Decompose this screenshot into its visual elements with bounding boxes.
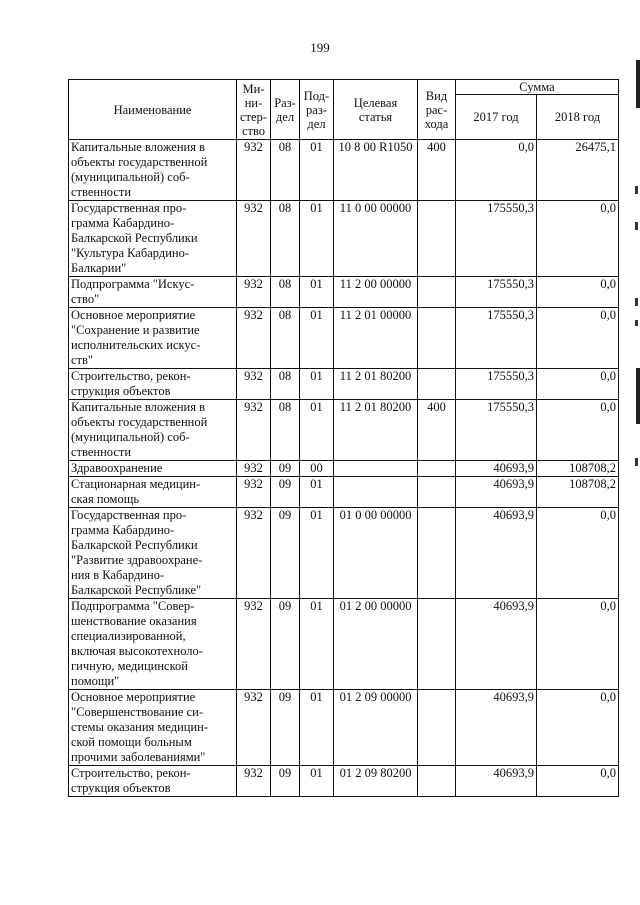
table-row [69,508,619,599]
header-year-2018: 2018 год [537,95,619,140]
table-row [69,461,619,477]
row-target: 11 2 01 80200 [334,400,418,461]
row-sum-2018: 0,0 [537,369,619,400]
row-sum-2017: 40693,9 [456,477,537,508]
table-row [69,308,619,369]
table-row [69,766,619,797]
row-subsection: 00 [300,461,334,477]
page-number: 199 [310,40,330,55]
row-subsection: 01 [300,201,334,277]
row-subsection: 01 [300,369,334,400]
table-row [69,369,619,400]
row-sum-2017: 175550,3 [456,308,537,369]
row-sum-2018: 0,0 [537,400,619,461]
row-target: 11 2 01 00000 [334,308,418,369]
table-row [69,477,619,508]
header-subsection: Под- раз- дел [300,80,334,140]
row-ministry: 932 [237,308,271,369]
row-target [334,461,418,477]
row-sum-2017: 40693,9 [456,508,537,599]
row-sum-2017: 40693,9 [456,690,537,766]
row-expense-type [418,508,456,599]
row-section: 09 [271,508,300,599]
row-name: Основное мероприятие "Совершенствование си- стемы оказания медицин- ской помощи больным прочими заболеваниями" [69,690,237,766]
scan-edge-dot [635,320,638,326]
row-target: 10 8 00 R1050 [334,140,418,201]
row-ministry: 932 [237,201,271,277]
row-subsection: 01 [300,277,334,308]
row-subsection: 01 [300,477,334,508]
row-sum-2017: 175550,3 [456,400,537,461]
row-sum-2017: 175550,3 [456,201,537,277]
row-subsection: 01 [300,766,334,797]
header-target: Целевая статья [334,80,418,140]
row-expense-type [418,599,456,690]
row-ministry: 932 [237,477,271,508]
row-sum-2018: 108708,2 [537,477,619,508]
row-name: Строительство, рекон- струкция объектов [69,369,237,400]
row-ministry: 932 [237,400,271,461]
table-row [69,599,619,690]
row-subsection: 01 [300,508,334,599]
row-expense-type: 400 [418,140,456,201]
row-section: 08 [271,369,300,400]
row-sum-2017: 0,0 [456,140,537,201]
row-ministry: 932 [237,599,271,690]
scan-edge-mark [636,368,640,424]
row-sum-2018: 0,0 [537,201,619,277]
table-row [69,277,619,308]
row-ministry: 932 [237,508,271,599]
table-row [69,400,619,461]
row-section: 08 [271,201,300,277]
row-sum-2018: 0,0 [537,599,619,690]
header-name: Наименование [69,80,237,140]
row-section: 08 [271,140,300,201]
row-sum-2017: 40693,9 [456,599,537,690]
row-target: 01 2 09 00000 [334,690,418,766]
row-section: 09 [271,477,300,508]
row-section: 09 [271,461,300,477]
scan-edge-dot [635,458,638,466]
row-expense-type [418,766,456,797]
row-expense-type [418,308,456,369]
row-expense-type [418,201,456,277]
scan-edge-dot [635,222,638,230]
row-name: Государственная про- грамма Кабардино- Балкарской Республики "Развитие здравоохране- ния в Кабардино- Балкарской Республике" [69,508,237,599]
row-subsection: 01 [300,308,334,369]
row-sum-2018: 108708,2 [537,461,619,477]
row-name: Подпрограмма "Искус- ство" [69,277,237,308]
row-sum-2018: 0,0 [537,277,619,308]
row-subsection: 01 [300,400,334,461]
header-ministry: Ми- ни- стер- ство [237,80,271,140]
row-sum-2018: 0,0 [537,766,619,797]
table-row [69,690,619,766]
row-name: Государственная про- грамма Кабардино- Балкарской Республики "Культура Кабардино- Балкарии" [69,201,237,277]
row-subsection: 01 [300,140,334,201]
scan-edge-dot [635,186,638,194]
row-ministry: 932 [237,140,271,201]
row-ministry: 932 [237,277,271,308]
table-row [69,140,619,201]
row-target: 01 2 09 80200 [334,766,418,797]
row-sum-2017: 175550,3 [456,369,537,400]
row-sum-2018: 0,0 [537,308,619,369]
row-name: Подпрограмма "Совер- шенствование оказания специализированной, включая высокотехноло- гичную, медицинской помощи" [69,599,237,690]
table-row [69,201,619,277]
scan-edge-mark [636,60,640,108]
row-expense-type [418,690,456,766]
row-sum-2017: 40693,9 [456,766,537,797]
row-expense-type [418,277,456,308]
row-ministry: 932 [237,690,271,766]
row-expense-type [418,369,456,400]
row-target [334,477,418,508]
row-ministry: 932 [237,369,271,400]
row-section: 09 [271,599,300,690]
row-target: 11 0 00 00000 [334,201,418,277]
row-section: 08 [271,277,300,308]
budget-table [68,79,619,797]
row-target: 11 2 00 00000 [334,277,418,308]
row-name: Стационарная медицин- ская помощь [69,477,237,508]
row-name: Здравоохранение [69,461,237,477]
row-name: Основное мероприятие "Сохранение и развитие исполнительских искус- ств" [69,308,237,369]
row-section: 09 [271,766,300,797]
row-name: Капитальные вложения в объекты государственной (муниципальной) соб- ственности [69,400,237,461]
row-section: 08 [271,400,300,461]
row-sum-2018: 26475,1 [537,140,619,201]
scan-edge-dot [635,298,638,306]
row-expense-type [418,461,456,477]
row-expense-type: 400 [418,400,456,461]
header-expense-type: Вид рас- хода [418,80,456,140]
row-expense-type [418,477,456,508]
row-target: 01 0 00 00000 [334,508,418,599]
header-year-2017: 2017 год [456,95,537,140]
row-sum-2018: 0,0 [537,508,619,599]
row-name: Капитальные вложения в объекты государственной (муниципальной) соб- ственности [69,140,237,201]
row-subsection: 01 [300,599,334,690]
row-subsection: 01 [300,690,334,766]
row-section: 09 [271,690,300,766]
row-ministry: 932 [237,766,271,797]
row-ministry: 932 [237,461,271,477]
row-sum-2017: 175550,3 [456,277,537,308]
header-sum: Сумма [456,80,619,95]
row-target: 11 2 01 80200 [334,369,418,400]
row-target: 01 2 00 00000 [334,599,418,690]
row-section: 08 [271,308,300,369]
row-sum-2018: 0,0 [537,690,619,766]
row-name: Строительство, рекон- струкция объектов [69,766,237,797]
row-sum-2017: 40693,9 [456,461,537,477]
header-section: Раз- дел [271,80,300,140]
